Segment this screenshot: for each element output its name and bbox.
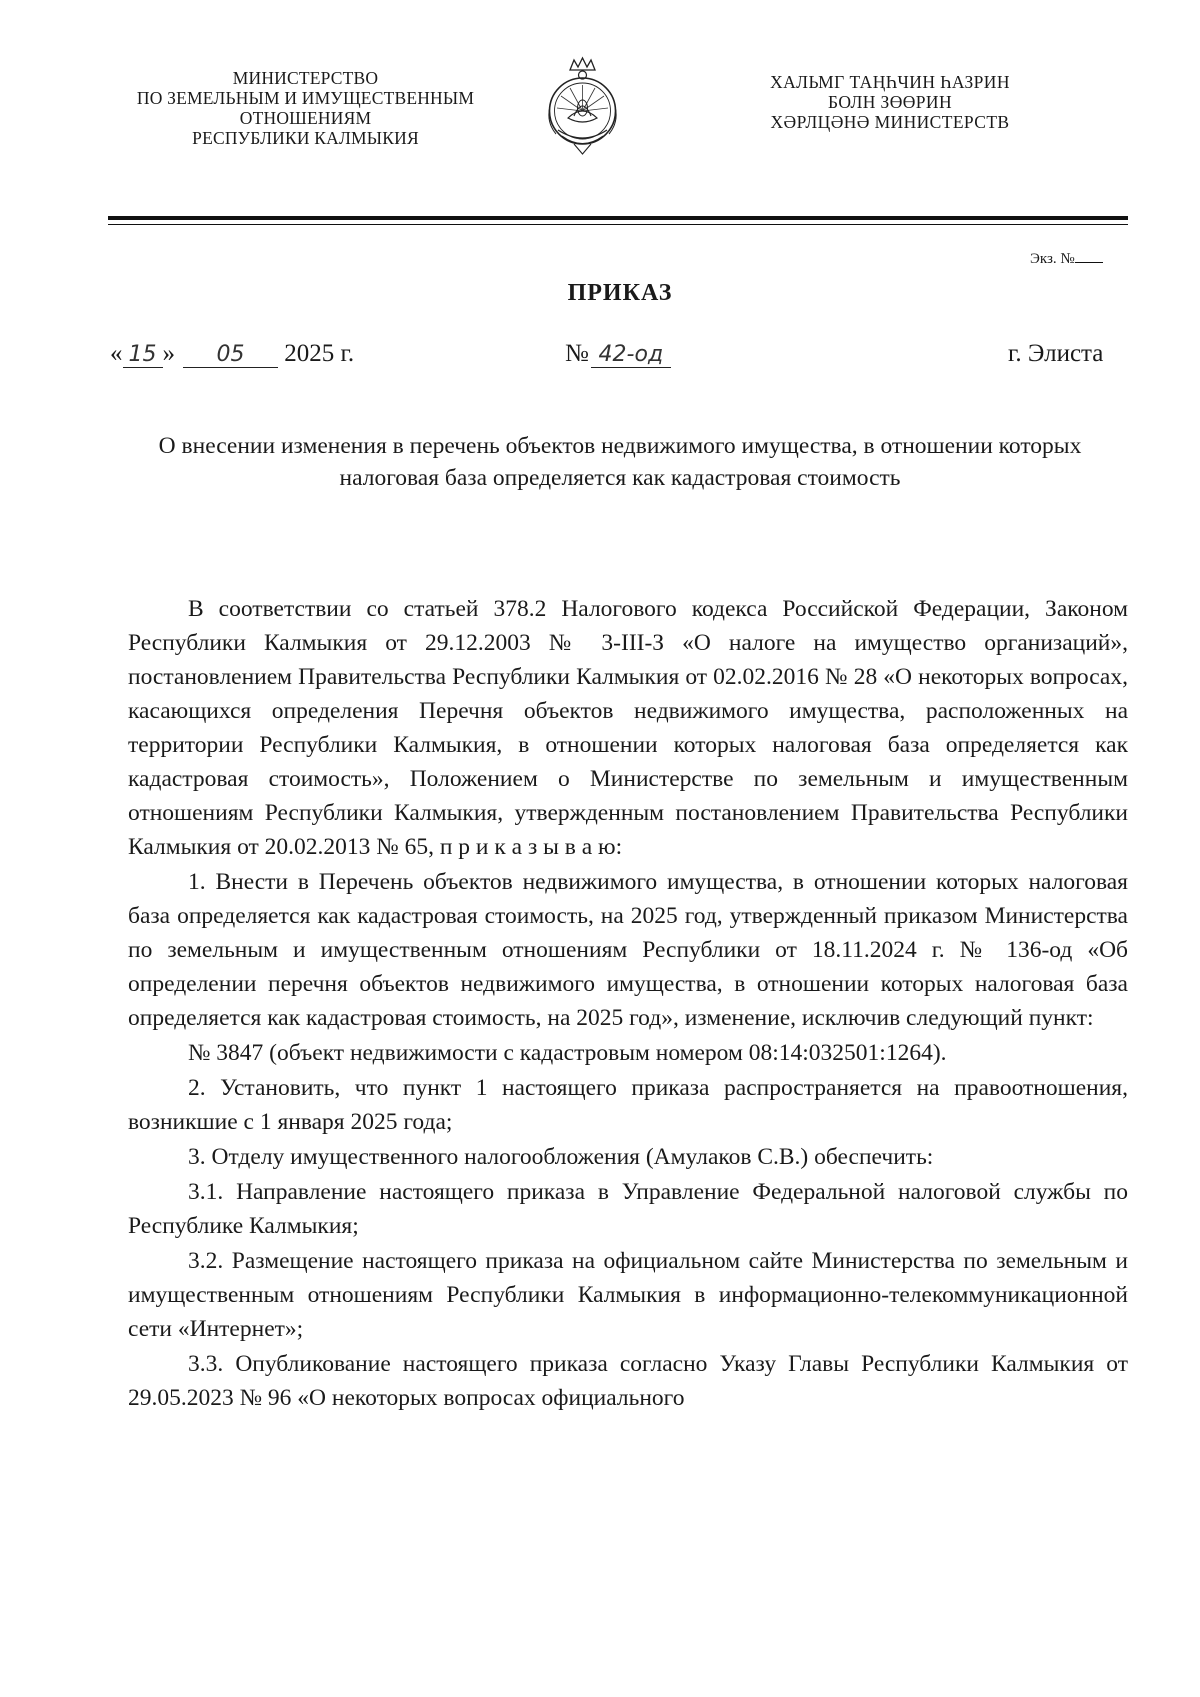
date-day-handwritten: 15	[123, 343, 163, 368]
ministry-name-line: ХӘРЛЦӘНӘ МИНИСТЕРСТВ	[770, 112, 1010, 132]
ministry-name-line: ХАЛЬМГ ТАҢҺЧИН ҺАЗРИН	[770, 72, 1010, 92]
order-number	[565, 340, 671, 368]
order-body	[128, 592, 1128, 1415]
order-title: О внесении изменения в перечень объектов недвижимого имущества, в отношении которых налоговая база определяется как кадастровая стоимость	[158, 433, 1082, 491]
order-date	[110, 340, 354, 368]
document-type-heading: ПРИКАЗ	[567, 280, 673, 306]
body-paragraph: 3.2. Размещение настоящего приказа на официальном сайте Министерства по земельным и имущественным отношениям Республики Калмыкия в информационно-телекоммуникационной сети «Интернет»;	[128, 1248, 1128, 1342]
ministry-name-line: ПО ЗЕМЕЛЬНЫМ И ИМУЩЕСТВЕННЫМ	[136, 88, 475, 108]
copy-number	[1030, 248, 1103, 268]
date-open-quote: «	[110, 340, 123, 367]
copy-number-blank	[1075, 248, 1103, 263]
ministry-name-line: РЕСПУБЛИКИ КАЛМЫКИЯ	[192, 128, 419, 148]
body-paragraph: 3.3. Опубликование настоящего приказа согласно Указу Главы Республики Калмыкия от 29.05.2023 № 96 «О некоторых вопросах официального	[128, 1351, 1128, 1411]
date-month-handwritten: 05	[183, 343, 278, 368]
date-close-quote: »	[162, 340, 175, 367]
ministry-name-line: МИНИСТЕРСТВО	[232, 68, 379, 88]
ministry-name-russian	[108, 68, 503, 148]
order-number-handwritten: 42-од	[591, 343, 671, 368]
body-paragraph: № 3847 (объект недвижимости с кадастровым номером 08:14:032501:1264).	[188, 1040, 947, 1066]
city: г. Элиста	[1008, 340, 1104, 367]
ministry-name-line: ОТНОШЕНИЯМ	[239, 108, 372, 128]
order-number-label: №	[565, 340, 589, 367]
body-paragraph: 3. Отделу имущественного налогообложения (Амулаков С.В.) обеспечить:	[188, 1144, 934, 1170]
body-paragraph: В соответствии со статьей 378.2 Налогового кодекса Российской Федерации, Законом Республики Калмыкия от 29.12.2003 № 3-III-З «О налоге на имущество организаций», постановлением Правительства Республики Калмыкия от 02.02.2016 № 28 «О некоторых вопросах, касающихся определения Перечня объектов недвижимого имущества, расположенных на территории Республики Калмыкия, в отношении которых налоговая база определяется как кадастровая стоимость», Положением о Министерстве по земельным и имущественным отношениям Республики Калмыкия, утвержденным постановлением Правительства Республики Калмыкия от 20.02.2013 № 65, п р и к а з ы в а ю:	[128, 596, 1128, 860]
header-divider-thin	[108, 224, 1128, 225]
body-paragraph: 3.1. Направление настоящего приказа в Управление Федеральной налоговой службы по Республике Калмыкия;	[128, 1179, 1128, 1239]
copy-number-label: Экз. №	[1030, 251, 1075, 267]
body-paragraph: 2. Установить, что пункт 1 настоящего приказа распространяется на правоотношения, возникшие с 1 января 2025 года;	[128, 1075, 1128, 1135]
ministry-name-line: БОЛН ЗӨӨРИН	[827, 92, 953, 112]
body-paragraph: 1. Внести в Перечень объектов недвижимого имущества, в отношении которых налоговая база определяется как кадастровая стоимость, на 2025 год, утвержденный приказом Министерства по земельным и имущественным отношениям Республики от 18.11.2024 г. № 136-од «Об определении перечня объектов недвижимого имущества, в отношении которых налоговая база определяется как кадастровая стоимость, на 2025 год», изменение, исключив следующий пункт:	[128, 869, 1128, 1031]
date-year: 2025 г.	[284, 340, 355, 367]
coat-of-arms-icon	[540, 56, 625, 158]
header-divider-thick	[108, 216, 1128, 220]
ministry-name-kalmyk	[740, 72, 1040, 132]
